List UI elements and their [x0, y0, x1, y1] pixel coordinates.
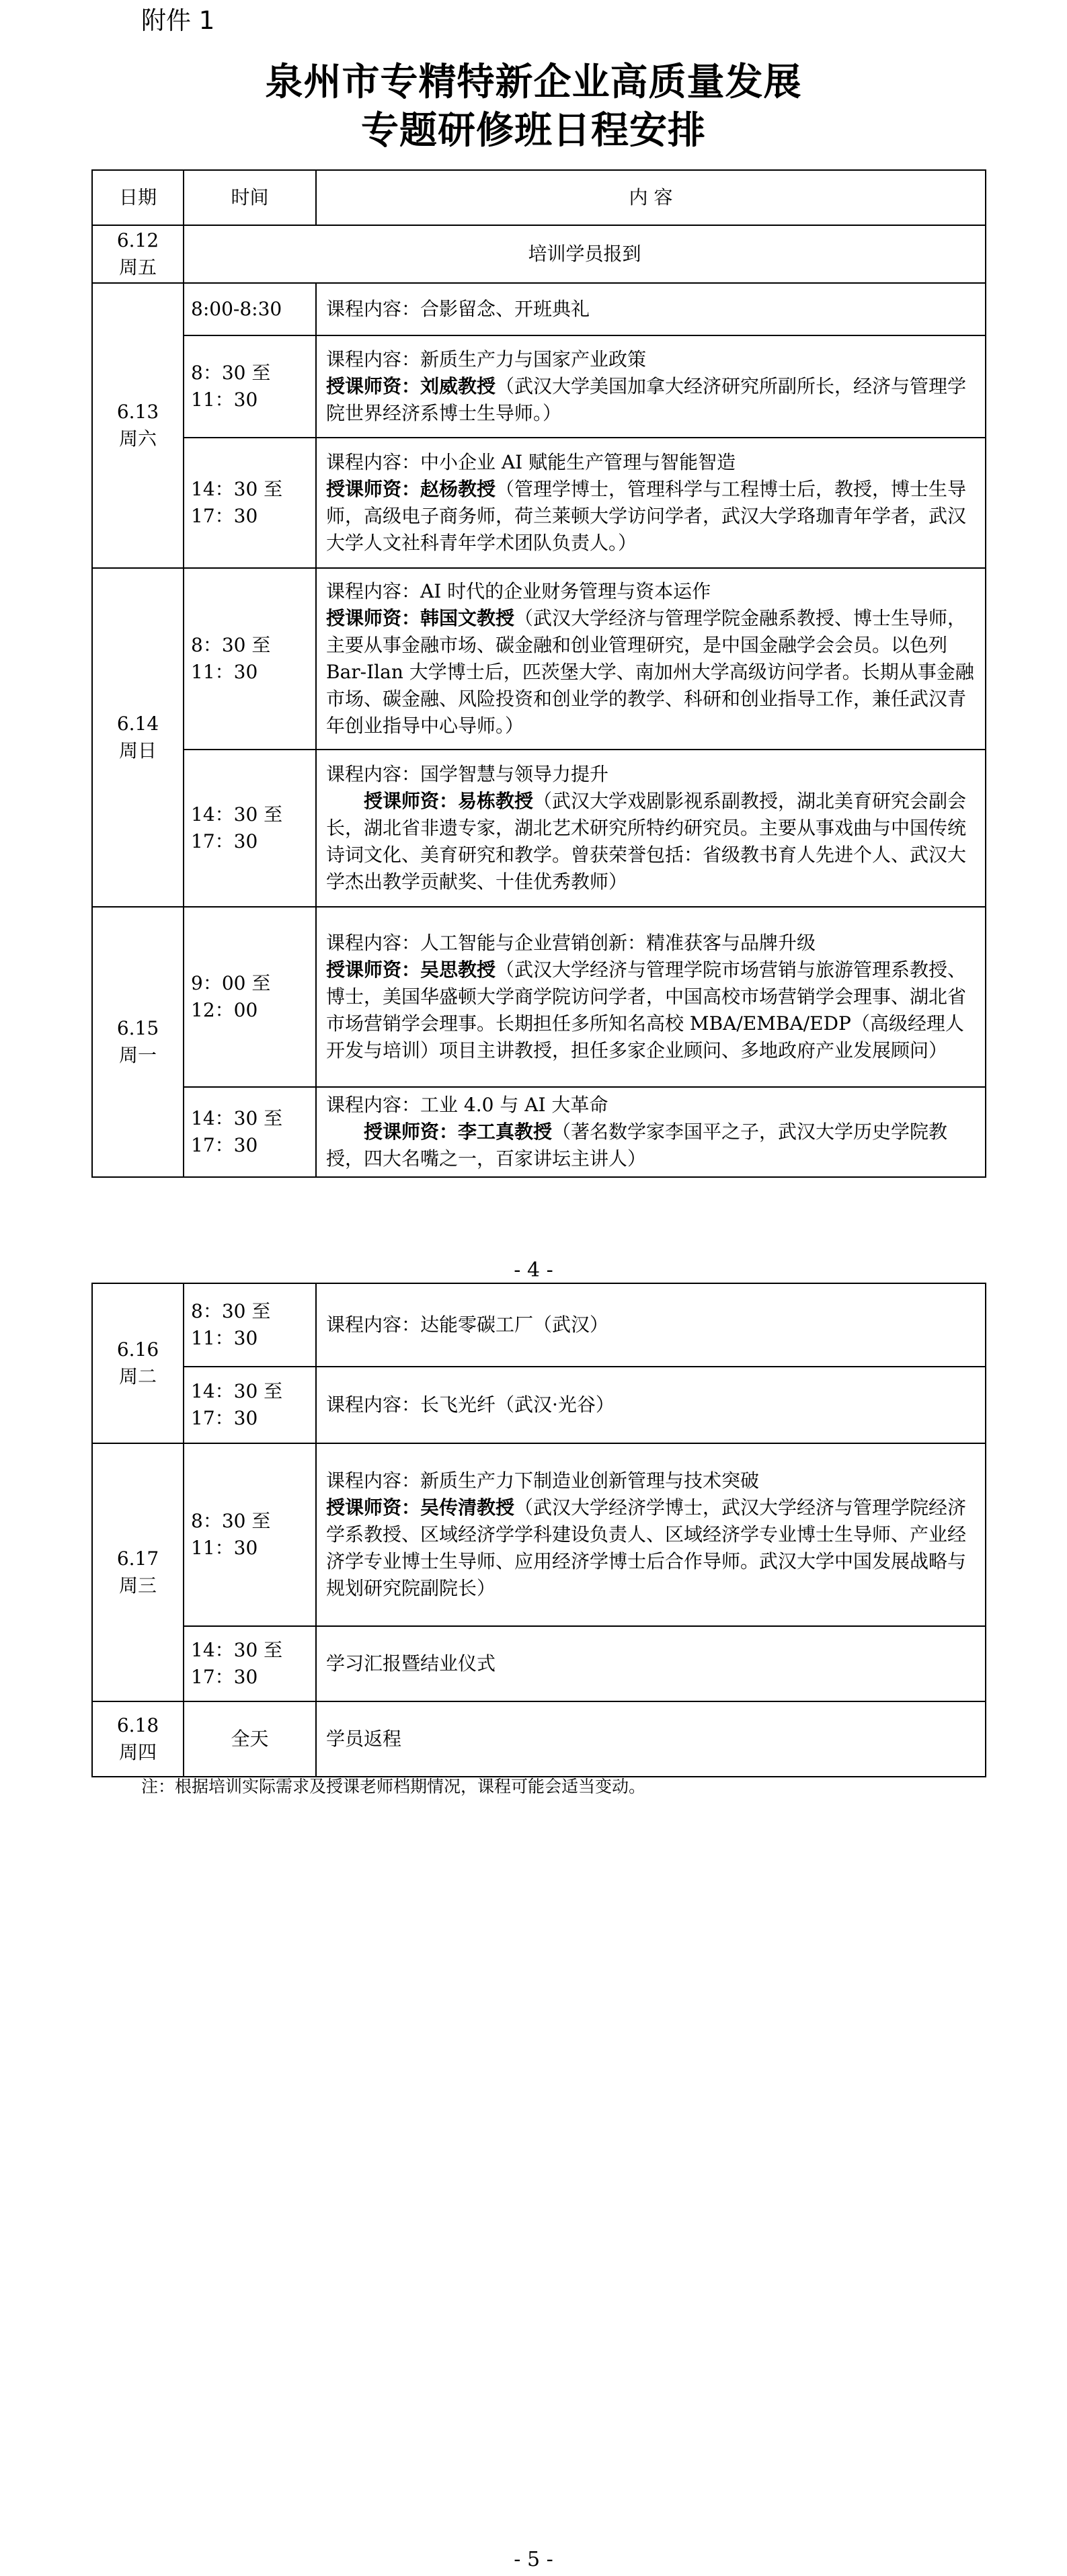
- date-value: 6.14: [116, 713, 159, 735]
- teacher-desc: （武汉大学戏剧影视系副教授，湖北美育研究会副会长，湖北省非遗专家，湖北艺术研究所特约研究员。主要从事戏曲与中国传统诗词文化、美育研究和教学。曾获荣誉包括：省级教书育人先进个人、武汉大学杰出教学贡献奖、十佳优秀教师）: [326, 790, 967, 893]
- attachment-label: 附件 1: [141, 6, 215, 35]
- teacher-label: 授课师资：韩国文教授: [326, 607, 515, 629]
- header-time: 时间: [184, 170, 316, 225]
- schedule-table-page5: [91, 1283, 986, 1777]
- content-cell: [316, 568, 986, 750]
- content-cell: 学习汇报暨结业仪式: [316, 1626, 986, 1701]
- teacher-info: [326, 788, 976, 895]
- date-cell: [92, 1283, 184, 1443]
- teacher-desc: （武汉大学经济与管理学院市场营销与旅游管理系教授、博士，美国华盛顿大学商学院访问学者，中国高校市场营销学会理事、湖北省市场营销学会理事。长期担任多所知名高校 MBA/EMBA/EDP（高级经理人开发与培训）项目主讲教授，担任多家企业顾问、多地政府产业发展顾问）: [326, 959, 967, 1061]
- document-title-line2: 专题研修班日程安排: [361, 109, 706, 153]
- time-end: 11：30: [191, 661, 258, 683]
- content-cell: [316, 335, 986, 438]
- teacher-info: [326, 1119, 976, 1172]
- table-row: [92, 1701, 986, 1777]
- date-cell: [92, 1701, 184, 1777]
- date-cell: [92, 568, 184, 907]
- date-value: 6.18: [116, 1714, 159, 1736]
- time-end: 17：30: [191, 830, 258, 852]
- date-cell: [92, 907, 184, 1177]
- weekday-value: 周一: [118, 1044, 157, 1066]
- teacher-desc: （武汉大学经济与管理学院金融系教授、博士生导师，主要从事金融市场、碳金融和创业管理研究，是中国金融学会会员。以色列 Bar-Ilan 大学博士后，匹茨堡大学、南加州大学高级访问学者。长期从事金融市场、碳金融、风险投资和创业学的教学、科研和创业指导工作，兼任武汉青年创业指导中心导师。）: [326, 607, 974, 737]
- table-row: [92, 335, 986, 438]
- table-row: [92, 750, 986, 907]
- content-cell: 学员返程: [316, 1701, 986, 1777]
- time-start: 8：30 至: [191, 634, 271, 656]
- content-cell: 培训学员报到: [184, 225, 986, 283]
- table-row: [92, 1443, 986, 1626]
- time-cell: [184, 335, 316, 438]
- time-end: 11：30: [191, 1537, 258, 1559]
- teacher-label: 授课师资：易栋教授: [364, 790, 534, 812]
- date-cell: [92, 1443, 184, 1701]
- time-cell: [184, 1367, 316, 1443]
- teacher-label: 授课师资：吴思教授: [326, 959, 496, 981]
- date-cell: [92, 283, 184, 568]
- page-number-5: - 5 -: [514, 2548, 553, 2571]
- content-cell: [316, 750, 986, 907]
- teacher-desc: （著名数学家李国平之子，武汉大学历史学院教授，四大名嘴之一，百家讲坛主讲人）: [326, 1121, 948, 1170]
- time-cell: 全天: [184, 1701, 316, 1777]
- content-cell: [316, 907, 986, 1087]
- time-cell: 8:00-8:30: [184, 283, 316, 335]
- course-title: 课程内容：新质生产力下制造业创新管理与技术突破: [326, 1470, 760, 1492]
- date-cell: [92, 225, 184, 283]
- teacher-info: [326, 605, 976, 739]
- date-value: 6.17: [116, 1547, 159, 1570]
- date-value: 6.12: [116, 229, 159, 251]
- schedule-table-page4: [91, 169, 986, 1178]
- content-cell: 课程内容：合影留念、开班典礼: [316, 283, 986, 335]
- time-cell: [184, 438, 316, 568]
- time-end: 17：30: [191, 1134, 258, 1156]
- document-title-line1: 泉州市专精特新企业高质量发展: [265, 61, 802, 104]
- teacher-info: [326, 476, 976, 557]
- page-number-4: - 4 -: [514, 1258, 553, 1282]
- weekday-value: 周三: [118, 1574, 157, 1597]
- teacher-info: [326, 1494, 976, 1602]
- time-end: 11：30: [191, 1327, 258, 1349]
- weekday-value: 周日: [118, 739, 157, 762]
- time-end: 17：30: [191, 1666, 258, 1688]
- course-title: 课程内容：工业 4.0 与 AI 大革命: [326, 1094, 608, 1116]
- teacher-desc: （武汉大学美国加拿大经济研究所副所长，经济与管理学院世界经济系博士生导师。）: [326, 375, 967, 424]
- time-start: 8：30 至: [191, 1300, 271, 1322]
- table-row: [92, 438, 986, 568]
- weekday-value: 周六: [118, 428, 157, 450]
- table-row: [92, 568, 986, 750]
- course-title: 课程内容：中小企业 AI 赋能生产管理与智能智造: [326, 451, 736, 473]
- teacher-desc: （管理学博士，管理科学与工程博士后，教授，博士生导师，高级电子商务师，荷兰莱顿大学访问学者，武汉大学珞珈青年学者，武汉大学人文社科青年学术团队负责人。）: [326, 478, 967, 554]
- time-cell: [184, 1626, 316, 1701]
- content-cell: [316, 438, 986, 568]
- teacher-info: [326, 957, 976, 1064]
- weekday-value: 周二: [118, 1365, 157, 1387]
- course-title: 课程内容：人工智能与企业营销创新：精准获客与品牌升级: [326, 932, 816, 954]
- time-start: 14：30 至: [191, 1380, 283, 1402]
- time-start: 8：30 至: [191, 362, 271, 384]
- table-row: [92, 1367, 986, 1443]
- course-title: 课程内容：AI 时代的企业财务管理与资本运作: [326, 580, 711, 602]
- table-row: [92, 1283, 986, 1367]
- time-cell: [184, 750, 316, 907]
- table-header-row: [92, 170, 986, 225]
- time-start: 8：30 至: [191, 1510, 271, 1532]
- teacher-label: 授课师资：李工真教授: [364, 1121, 553, 1143]
- time-start: 14：30 至: [191, 1639, 283, 1661]
- header-date: 日期: [92, 170, 184, 225]
- table-row: [92, 225, 986, 283]
- course-title: 课程内容：国学智慧与领导力提升: [326, 763, 609, 785]
- weekday-value: 周四: [118, 1741, 157, 1763]
- teacher-label: 授课师资：刘威教授: [326, 375, 496, 397]
- teacher-label: 授课师资：赵杨教授: [326, 478, 496, 500]
- table-row: [92, 283, 986, 335]
- time-start: 14：30 至: [191, 1107, 283, 1129]
- course-title: 课程内容：新质生产力与国家产业政策: [326, 348, 647, 370]
- time-end: 17：30: [191, 505, 258, 527]
- teacher-info: [326, 373, 976, 427]
- content-cell: [316, 1087, 986, 1177]
- time-end: 12：00: [191, 999, 258, 1021]
- time-cell: [184, 907, 316, 1087]
- table-row: [92, 907, 986, 1087]
- content-cell: 课程内容：长飞光纤（武汉·光谷）: [316, 1367, 986, 1443]
- date-value: 6.13: [116, 401, 159, 423]
- time-cell: [184, 1443, 316, 1626]
- table-row: [92, 1087, 986, 1177]
- date-value: 6.16: [116, 1338, 159, 1361]
- time-cell: [184, 568, 316, 750]
- time-end: 11：30: [191, 389, 258, 411]
- time-start: 9：00 至: [191, 972, 271, 994]
- time-start: 14：30 至: [191, 803, 283, 826]
- content-cell: 课程内容：达能零碳工厂（武汉）: [316, 1283, 986, 1367]
- time-end: 17：30: [191, 1407, 258, 1429]
- time-cell: [184, 1283, 316, 1367]
- content-cell: [316, 1443, 986, 1626]
- time-cell: [184, 1087, 316, 1177]
- header-content: 内 容: [316, 170, 986, 225]
- weekday-value: 周五: [118, 256, 157, 278]
- date-value: 6.15: [116, 1017, 159, 1039]
- teacher-label: 授课师资：吴传清教授: [326, 1496, 515, 1519]
- teacher-desc: （武汉大学经济学博士，武汉大学经济与管理学院经济学系教授、区域经济学学科建设负责人、区域经济学专业博士生导师、产业经济学专业博士生导师、应用经济学博士后合作导师。武汉大学中国发展战略与规划研究院副院长）: [326, 1496, 967, 1599]
- time-start: 14：30 至: [191, 478, 283, 500]
- footnote: 注：根据培训实际需求及授课老师档期情况，课程可能会适当变动。: [141, 1777, 646, 1796]
- table-row: [92, 1626, 986, 1701]
